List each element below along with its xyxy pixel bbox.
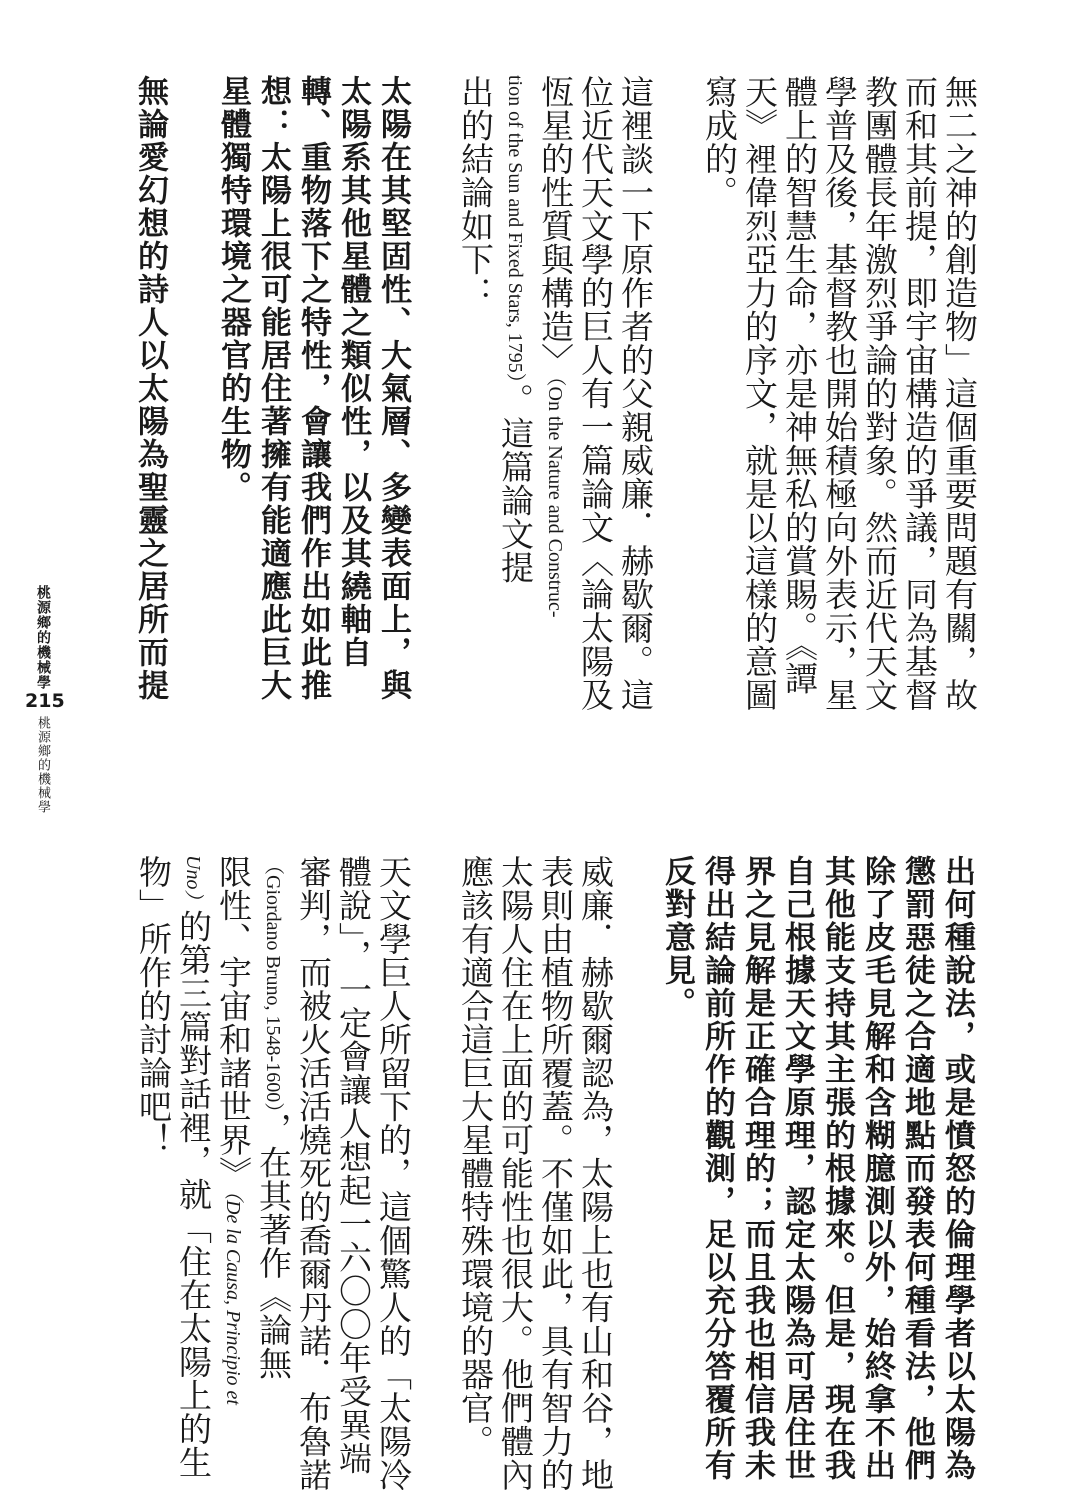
text-column: 而和其前提，即宇宙構造的爭議，同為基督 bbox=[900, 75, 939, 712]
english-title: tion of the Sun and Fixed Stars, 1795） bbox=[504, 75, 526, 383]
text-column: 天》裡偉烈亞力的序文，就是以這樣的意圖 bbox=[740, 75, 779, 712]
running-title: 桃源鄉的機械學 bbox=[35, 585, 51, 690]
quote-column: 無論愛幻想的詩人以太陽為聖靈之居所而提 bbox=[132, 75, 168, 702]
book-title-latin: Uno） bbox=[182, 855, 204, 910]
text-column-mixed bbox=[253, 855, 293, 1380]
page-number: 215 bbox=[25, 690, 65, 712]
inline-text: 。這篇論文提 bbox=[496, 382, 535, 584]
quote-column: 得出結論前所作的觀測，足以充分答覆所有 bbox=[699, 855, 735, 1482]
text-column: 這裡談一下原作者的父親威廉．赫歇爾。這 bbox=[616, 75, 655, 712]
quote-column: 太陽系其他星體之類似性，以及其繞軸自 bbox=[335, 75, 371, 669]
quote-column: 太陽在其堅固性、大氣層、多變表面上，與 bbox=[375, 75, 411, 702]
text-column-mixed bbox=[535, 75, 575, 618]
quote-column: 反對意見。 bbox=[659, 855, 695, 1020]
inline-text: 限性、宇宙和諸世界》 bbox=[214, 855, 253, 1190]
quote-column: 其他能支持其主張的根據來。但是，現在我 bbox=[819, 855, 855, 1482]
text-column: 體說」，一定會讓人想起一六〇〇年受異端 bbox=[334, 855, 373, 1475]
english-title: （On the Nature and Construc- bbox=[544, 376, 566, 618]
text-column: 無二之神的創造物」這個重要問題有關，故 bbox=[940, 75, 979, 712]
inline-text: 恆星的性質與構造〉 bbox=[536, 75, 575, 377]
inline-text: ，在其著作《論無 bbox=[254, 1112, 293, 1381]
text-column: 物」所作的討論吧！ bbox=[134, 855, 173, 1157]
text-column-mixed bbox=[213, 855, 253, 1405]
text-column: 應該有適合這巨大星體特殊環境的器官。 bbox=[456, 855, 495, 1458]
text-column: 威廉．赫歇爾認為，太陽上也有山和谷，地 bbox=[576, 855, 615, 1492]
book-title-latin: （De la Causa, Principio et bbox=[222, 1190, 244, 1405]
quote-column: 星體獨特環境之器官的生物。 bbox=[215, 75, 251, 504]
text-column: 教團體長年激烈爭論的對象。然而近代天文 bbox=[860, 75, 899, 712]
text-column: 位近代天文學的巨人有一篇論文〈論太陽及 bbox=[576, 75, 615, 712]
text-column: 寫成的。 bbox=[700, 75, 739, 209]
text-column: 天文學巨人所留下的，這個驚人的「太陽冷 bbox=[374, 855, 413, 1492]
text-column: 太陽人住在上面的可能性也很大。他們體內 bbox=[496, 855, 535, 1492]
quote-column: 想：太陽上很可能居住著擁有能適應此巨大 bbox=[255, 75, 291, 702]
quote-column: 自己根據天文學原理，認定太陽為可居住世 bbox=[779, 855, 815, 1482]
quote-column: 除了皮毛見解和含糊臆測以外，始終拿不出 bbox=[859, 855, 895, 1482]
text-column: 審判，而被火活活燒死的喬爾丹諾．布魯諾 bbox=[294, 855, 333, 1492]
person-name-latin: （Giordano Bruno, 1548-1600） bbox=[262, 855, 284, 1113]
running-title: 桃源鄉的機械學 bbox=[35, 716, 50, 814]
text-column: 出的結論如下： bbox=[456, 75, 495, 310]
text-column-mixed bbox=[173, 855, 213, 1479]
quote-column: 出何種說法，或是憤怒的倫理學者以太陽為 bbox=[939, 855, 975, 1482]
quote-column: 懲罰惡徒之合適地點而發表何種看法，他們 bbox=[899, 855, 935, 1482]
text-column: 學普及後，基督教也開始積極向外表示，星 bbox=[820, 75, 859, 712]
quote-column: 界之見解是正確合理的；而且我也相信我未 bbox=[739, 855, 775, 1482]
text-column: 表則由植物所覆蓋。不僅如此，具有智力的 bbox=[536, 855, 575, 1492]
text-column: 體上的智慧生命，亦是神無私的賞賜。《譚 bbox=[780, 75, 819, 695]
text-column-mixed bbox=[495, 75, 535, 584]
inline-text: 的第三篇對話裡，就「住在太陽上的生 bbox=[174, 909, 213, 1479]
quote-column: 轉、重物落下之特性，會讓我們作出如此推 bbox=[295, 75, 331, 702]
